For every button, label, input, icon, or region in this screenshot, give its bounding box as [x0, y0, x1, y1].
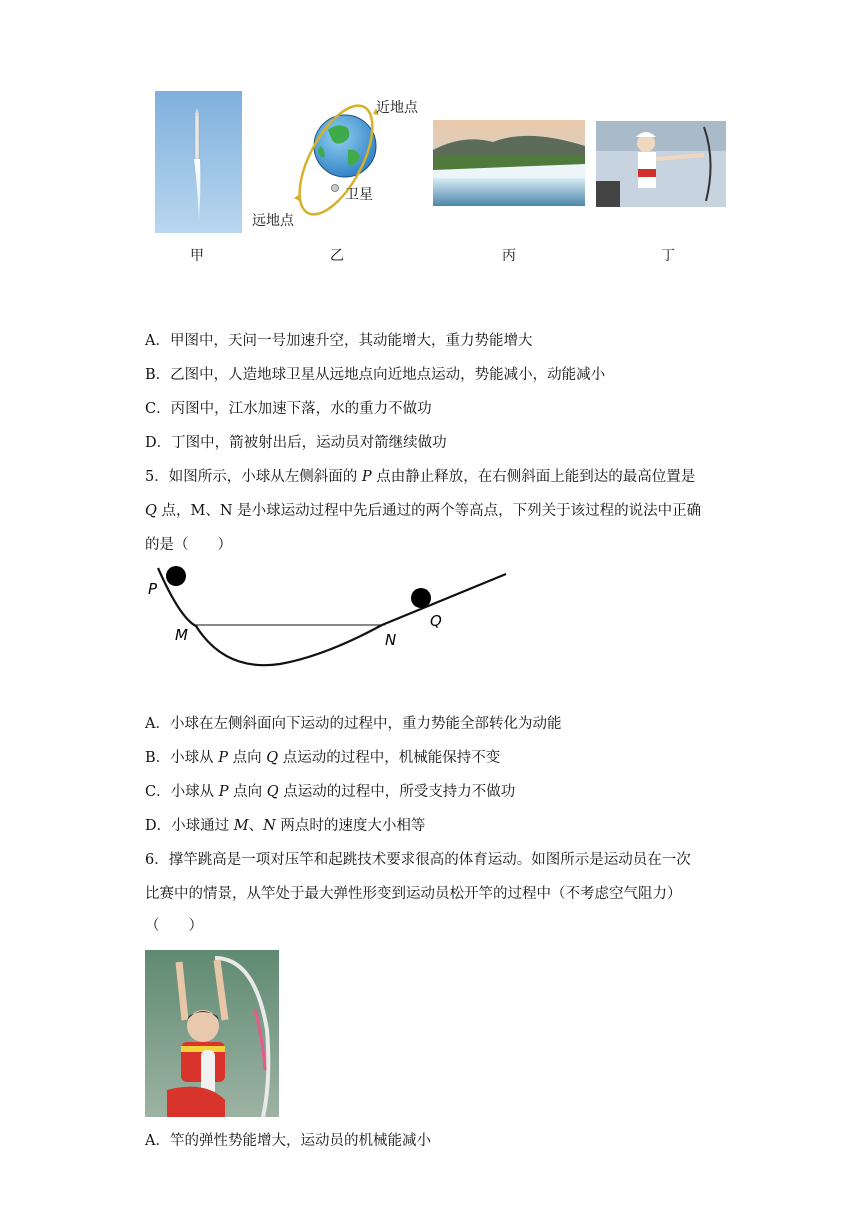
- q4-option-a: A．甲图中，天问一号加速升空，其动能增大，重力势能增大: [145, 333, 533, 349]
- q4-option-d: D．丁图中，箭被射出后，运动员对箭继续做功: [145, 435, 447, 451]
- label-Q: Q: [430, 612, 442, 630]
- q5-option-b: B．小球从 P 点向 Q 点运动的过程中，机械能保持不变: [145, 750, 501, 766]
- q4-option-c: C．丙图中，江水加速下落，水的重力不做功: [145, 401, 432, 417]
- figure-ding-archer: [596, 121, 726, 207]
- q5-stem-line3: 的是（ ）: [145, 537, 232, 553]
- q5-stem-line2: Q 点，M、N 是小球运动过程中先后通过的两个等高点，下列关于该过程的说法中正确: [145, 503, 702, 519]
- q6-option-a: A．竿的弹性势能增大，运动员的机械能减小: [145, 1133, 431, 1149]
- q5-diagram: [140, 560, 520, 670]
- q6-stem-line1: 6．撑竿跳高是一项对压竿和起跳技术要求很高的体育运动。如图所示是运动员在一次: [145, 852, 691, 868]
- satellite-label: 卫星: [345, 187, 373, 203]
- q5-option-d: D．小球通过 M、N 两点时的速度大小相等: [145, 818, 426, 834]
- label-M: M: [175, 626, 188, 644]
- q5-stem-line1: 5．如图所示，小球从左侧斜面的 P 点由静止释放，在右侧斜面上能到达的最高位置是: [145, 469, 696, 485]
- label-N: N: [385, 631, 397, 649]
- label-P: P: [148, 580, 158, 598]
- figure-jia-rocket: [155, 91, 242, 233]
- q5-option-a: A．小球在左侧斜面向下运动的过程中，重力势能全部转化为动能: [145, 716, 562, 732]
- caption-jia: 甲: [190, 248, 204, 264]
- q4-option-b: B．乙图中，人造地球卫星从远地点向近地点运动，势能减小，动能减小: [145, 367, 606, 383]
- figure-yi-orbit: [248, 94, 428, 234]
- q5-option-c: C．小球从 P 点向 Q 点运动的过程中，所受支持力不做功: [145, 784, 516, 800]
- caption-yi: 乙: [330, 248, 344, 264]
- caption-ding: 丁: [661, 248, 675, 264]
- q6-stem-line2: 比赛中的情景，从竿处于最大弹性形变到运动员松开竿的过程中（不考虑空气阻力）: [145, 886, 682, 902]
- perigee-label: 近地点: [376, 100, 418, 116]
- apogee-label: 远地点: [252, 213, 294, 229]
- caption-bing: 丙: [502, 248, 516, 264]
- figure-pole-vault: [145, 950, 279, 1117]
- figure-bing-river: [433, 120, 585, 206]
- q6-stem-line3: （ ）: [145, 918, 203, 934]
